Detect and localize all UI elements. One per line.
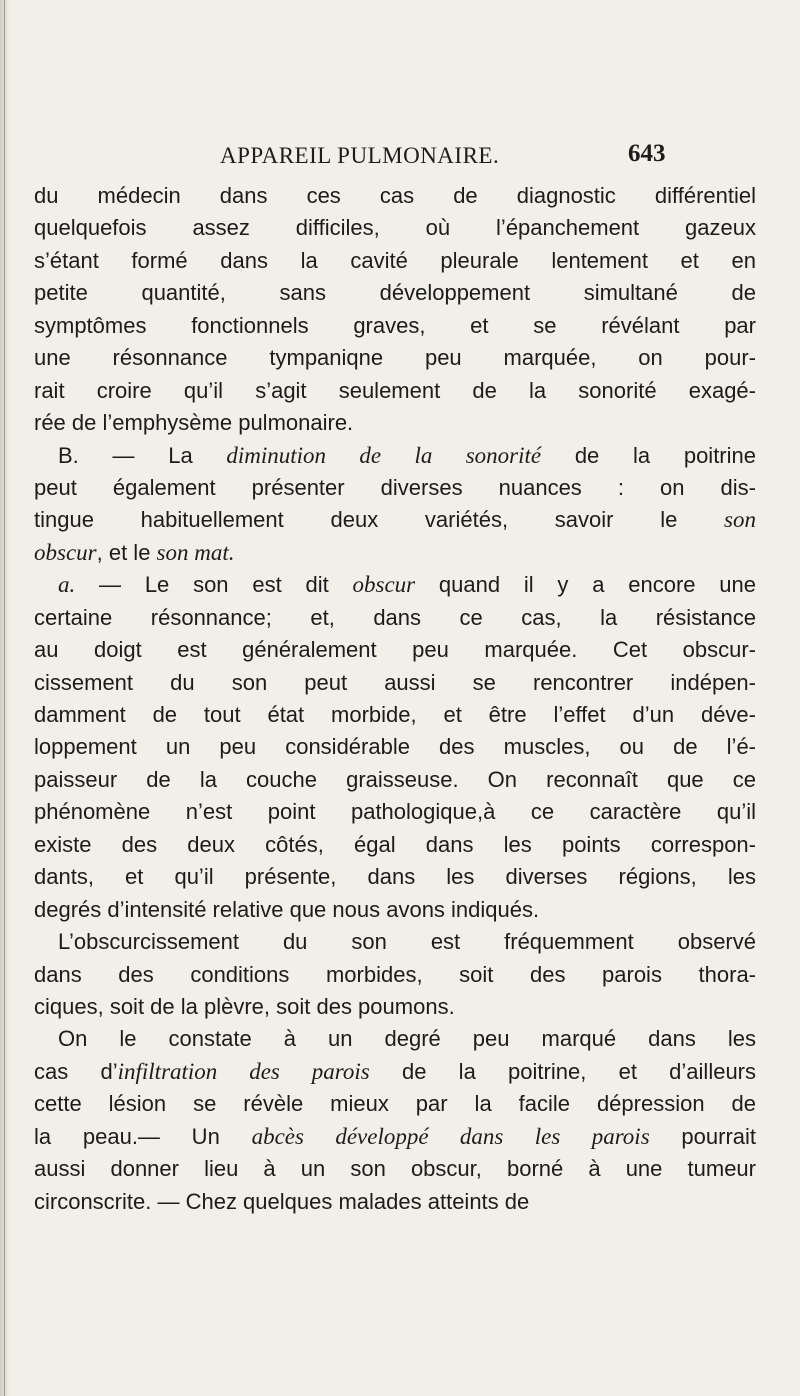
text-line <box>34 602 756 634</box>
running-head <box>34 140 754 175</box>
text-line <box>34 634 756 666</box>
text-line <box>34 764 756 796</box>
italic-text: diminution de la sonorité <box>226 442 542 468</box>
text-line <box>34 926 756 958</box>
text-run: au doigt est généralement peu marquée. Cet obscur- <box>34 637 756 663</box>
text-run: certaine résonnance; et, dans ce cas, la résistance <box>34 604 756 630</box>
text-run: dants, et qu’il présente, dans les diverses régions, les <box>34 864 756 890</box>
text-run: — Le son est dit <box>75 572 353 598</box>
italic-text: infiltration des parois <box>117 1058 370 1084</box>
text-line <box>34 277 756 309</box>
text-run: degrés d’intensité relative que nous avons indiqués. <box>34 896 540 922</box>
text-run: quelquefois assez difficiles, où l’épanchement gazeux <box>34 215 756 241</box>
text-line <box>34 1056 756 1088</box>
text-run: s’étant formé dans la cavité pleurale lentement et en <box>34 247 756 273</box>
page-binding-edge <box>0 0 10 1396</box>
text-run: une résonnance tympaniqne peu marquée, on pour- <box>34 345 756 371</box>
text-run: rée de l’emphysème pulmonaire. <box>34 410 354 436</box>
text-run: du médecin dans ces cas de diagnostic différentiel <box>34 183 756 208</box>
text-line <box>34 1121 756 1153</box>
text-line <box>34 731 756 763</box>
text-line <box>34 310 756 342</box>
text-line <box>34 407 756 439</box>
page-number: 643 <box>628 140 666 167</box>
text-run: ciques, soit de la plèvre, soit des poumons. <box>34 993 455 1019</box>
text-run: phénomène n’est point pathologique,à ce caractère qu’il <box>34 799 756 825</box>
text-line <box>34 212 756 244</box>
text-run: tingue habituellement deux variétés, savoir le <box>34 507 725 533</box>
text-run: cas d’ <box>34 1058 118 1084</box>
text-run: de la poitrine <box>541 442 756 468</box>
text-line <box>34 1088 756 1120</box>
text-run: cissement du son peut aussi se rencontrer indépen- <box>34 669 756 695</box>
text-line <box>34 699 756 731</box>
italic-text: obscur <box>34 539 97 565</box>
text-run: On le constate à un degré peu marqué dans les <box>58 1026 756 1052</box>
text-line <box>34 342 756 374</box>
text-run: damment de tout état morbide, et être l’effet d’un déve- <box>34 702 756 727</box>
text-line <box>34 796 756 828</box>
text-run: loppement un peu considérable des muscles, ou de l’é- <box>34 734 756 760</box>
italic-text: son mat. <box>156 539 235 565</box>
text-run: peut également présenter diverses nuances : on dis- <box>34 474 756 500</box>
text-line <box>34 440 756 472</box>
text-line <box>34 375 756 407</box>
italic-text: abcès développé dans les parois <box>251 1123 650 1149</box>
text-run: petite quantité, sans développement simultané de <box>34 280 756 306</box>
text-line <box>34 861 756 893</box>
text-line <box>34 569 756 601</box>
text-line <box>34 829 756 861</box>
text-run: pourrait <box>649 1123 757 1149</box>
text-run: de la poitrine, et d’ailleurs <box>369 1058 757 1084</box>
running-title: APPAREIL PULMONAIRE. <box>220 143 500 168</box>
text-run: dans des conditions morbides, soit des parois thora- <box>34 961 756 987</box>
text-line <box>34 1153 756 1185</box>
text-line <box>34 667 756 699</box>
text-line <box>34 991 756 1023</box>
text-run: rait croire qu’il s’agit seulement de la sonorité exagé- <box>34 377 756 403</box>
body-text <box>34 180 756 1218</box>
text-run: quand il y a encore une <box>415 572 756 598</box>
italic-text: a. <box>58 572 76 598</box>
text-run: circonscrite. — Chez quelques malades atteints de <box>34 1188 530 1214</box>
text-run: existe des deux côtés, égal dans les points correspon- <box>34 831 756 857</box>
text-line <box>34 180 756 212</box>
text-line <box>34 537 756 569</box>
text-line <box>34 472 756 504</box>
text-run: B. — La <box>58 442 227 468</box>
text-line <box>34 1186 756 1218</box>
text-line <box>34 1023 756 1055</box>
text-run: aussi donner lieu à un son obscur, borné à une tumeur <box>34 1156 756 1182</box>
text-line <box>34 959 756 991</box>
text-run: symptômes fonctionnels graves, et se révélant par <box>34 312 756 338</box>
text-run: cette lésion se révèle mieux par la facile dépression de <box>34 1091 756 1117</box>
text-run: paisseur de la couche graisseuse. On reconnaît que ce <box>34 766 756 792</box>
text-line <box>34 245 756 277</box>
text-run: la peau.— Un <box>34 1123 252 1149</box>
italic-text: obscur <box>352 572 416 598</box>
italic-text: son <box>724 507 756 533</box>
text-line <box>34 894 756 926</box>
text-run: , et le <box>96 539 157 565</box>
text-run: L’obscurcissement du son est fréquemment observé <box>58 929 756 955</box>
text-line <box>34 504 756 536</box>
